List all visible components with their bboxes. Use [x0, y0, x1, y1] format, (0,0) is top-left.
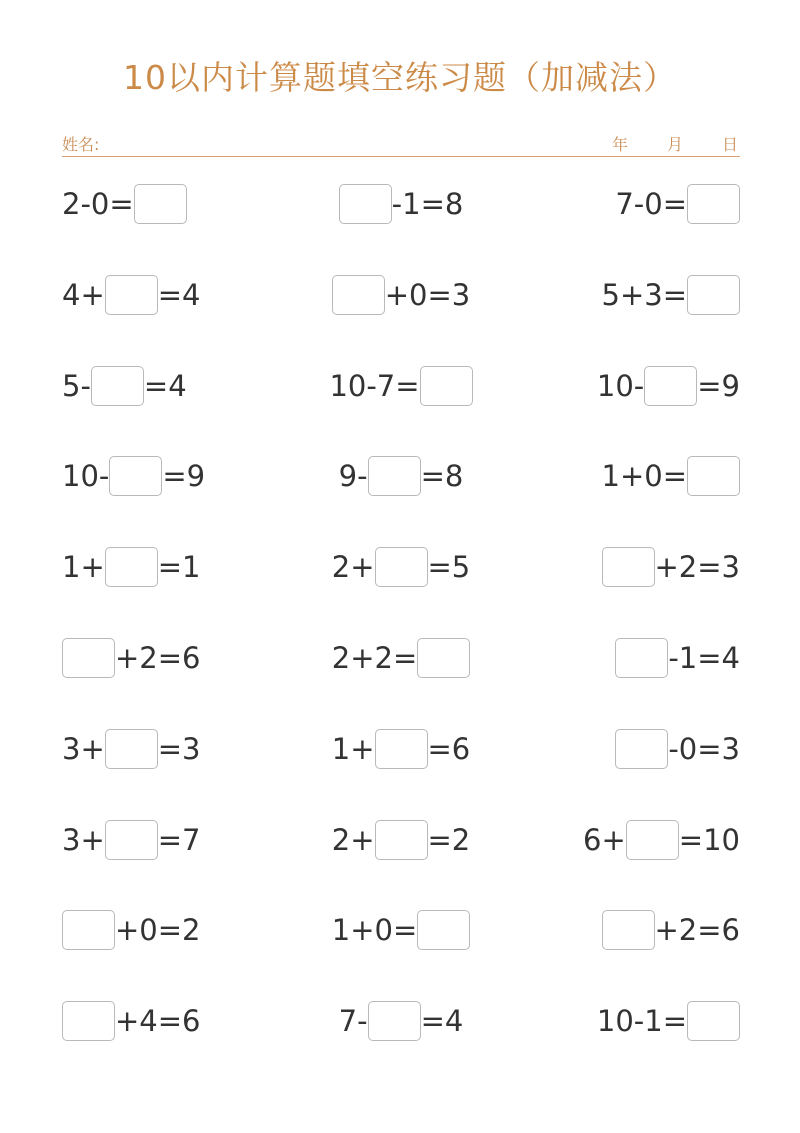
answer-box[interactable] — [687, 184, 740, 224]
problem-prefix: 7-0= — [615, 187, 687, 221]
problem-item — [62, 808, 288, 872]
problem-item — [514, 717, 740, 781]
problem-prefix: 2+2= — [331, 640, 418, 675]
problem-prefix: 10- — [62, 459, 110, 494]
problem-suffix: =6 — [427, 731, 471, 766]
problem-prefix: 1+ — [62, 550, 105, 585]
problem-suffix: -1=8 — [391, 187, 464, 221]
problem-suffix: =4 — [157, 277, 201, 312]
day-label: 日 — [722, 135, 739, 154]
problem-prefix: 1+0= — [601, 459, 687, 494]
problem-item — [288, 263, 514, 327]
answer-box[interactable] — [375, 547, 428, 587]
problem-item — [288, 172, 514, 236]
name-label: 姓名: — [62, 135, 100, 154]
answer-box[interactable] — [602, 547, 655, 587]
header-divider — [62, 156, 740, 157]
problem-suffix: =3 — [157, 731, 201, 766]
problem-item — [514, 808, 740, 872]
answer-box[interactable] — [105, 820, 158, 860]
answer-box[interactable] — [375, 729, 428, 769]
problem-item — [288, 898, 514, 962]
answer-box[interactable] — [644, 366, 697, 406]
problem-item — [514, 626, 740, 690]
problem-item — [514, 535, 740, 599]
problem-prefix: 7- — [338, 1004, 368, 1039]
problem-item — [288, 444, 514, 508]
problem-prefix: 2-0= — [62, 187, 134, 221]
problem-suffix: =4 — [420, 1004, 464, 1039]
problem-item — [514, 172, 740, 236]
problem-suffix: =8 — [420, 459, 464, 494]
answer-box[interactable] — [626, 820, 679, 860]
problem-item — [62, 898, 288, 962]
problem-suffix: -0=3 — [668, 731, 740, 766]
problem-item — [514, 444, 740, 508]
problem-prefix: 3+ — [62, 731, 105, 766]
problem-item — [288, 989, 514, 1053]
answer-box[interactable] — [105, 547, 158, 587]
answer-box[interactable] — [368, 1001, 421, 1041]
answer-box[interactable] — [62, 1001, 115, 1041]
answer-box[interactable] — [134, 184, 187, 224]
answer-box[interactable] — [615, 638, 668, 678]
answer-box[interactable] — [62, 910, 115, 950]
answer-box[interactable] — [91, 366, 144, 406]
problem-prefix: 2+ — [331, 550, 375, 585]
problem-suffix: =2 — [427, 822, 471, 857]
problem-prefix: 5- — [62, 368, 91, 403]
answer-box[interactable] — [417, 910, 470, 950]
problem-suffix: +0=2 — [115, 913, 201, 948]
answer-box[interactable] — [332, 275, 385, 315]
answer-box[interactable] — [615, 729, 668, 769]
problem-grid — [62, 172, 740, 1080]
problem-item — [288, 717, 514, 781]
problem-item — [514, 263, 740, 327]
problem-suffix: +4=6 — [115, 1004, 201, 1039]
answer-box[interactable] — [62, 638, 115, 678]
problem-prefix: 5+3= — [601, 277, 687, 312]
problem-item — [288, 626, 514, 690]
problem-prefix: 10-1= — [596, 1004, 687, 1039]
problem-item — [288, 354, 514, 418]
problem-item — [62, 444, 288, 508]
problem-suffix: =9 — [697, 368, 740, 403]
problem-item — [62, 989, 288, 1053]
problem-prefix: 4+ — [62, 277, 105, 312]
problem-suffix: +2=6 — [115, 640, 201, 675]
problem-suffix: =1 — [157, 550, 201, 585]
problem-item — [62, 535, 288, 599]
problem-suffix: +0=3 — [384, 277, 471, 312]
worksheet-title: 10以内计算题填空练习题（加减法） — [123, 58, 677, 97]
answer-box[interactable] — [420, 366, 473, 406]
problem-suffix: =4 — [143, 368, 187, 403]
problem-item — [62, 626, 288, 690]
problem-suffix: =5 — [427, 550, 471, 585]
problem-item — [62, 263, 288, 327]
answer-box[interactable] — [368, 456, 421, 496]
problem-item — [62, 172, 288, 236]
problem-prefix: 9- — [338, 459, 368, 494]
problem-prefix: 1+0= — [331, 913, 418, 948]
year-label: 年 — [612, 135, 629, 154]
problem-item — [288, 535, 514, 599]
problem-item — [62, 717, 288, 781]
answer-box[interactable] — [687, 275, 740, 315]
answer-box[interactable] — [105, 275, 158, 315]
answer-box[interactable] — [602, 910, 655, 950]
answer-box[interactable] — [687, 1001, 740, 1041]
problem-item — [514, 989, 740, 1053]
problem-prefix: 10- — [596, 368, 645, 403]
answer-box[interactable] — [109, 456, 162, 496]
answer-box[interactable] — [375, 820, 428, 860]
problem-prefix: 3+ — [62, 822, 105, 857]
problem-prefix: 10-7= — [329, 368, 420, 403]
problem-suffix: =9 — [162, 459, 206, 494]
problem-item — [62, 354, 288, 418]
problem-suffix: =10 — [678, 822, 740, 857]
problem-prefix: 1+ — [331, 731, 375, 766]
problem-prefix: 2+ — [331, 822, 375, 857]
problem-suffix: +2=6 — [654, 913, 740, 948]
problem-item — [288, 808, 514, 872]
problem-suffix: +2=3 — [654, 550, 740, 585]
problem-suffix: =7 — [157, 822, 201, 857]
problem-suffix: -1=4 — [668, 640, 740, 675]
problem-item — [514, 354, 740, 418]
problem-item — [514, 898, 740, 962]
answer-box[interactable] — [105, 729, 158, 769]
answer-box[interactable] — [687, 456, 740, 496]
problem-prefix: 6+ — [583, 822, 626, 857]
answer-box[interactable] — [339, 184, 392, 224]
month-label: 月 — [667, 135, 684, 154]
answer-box[interactable] — [417, 638, 470, 678]
